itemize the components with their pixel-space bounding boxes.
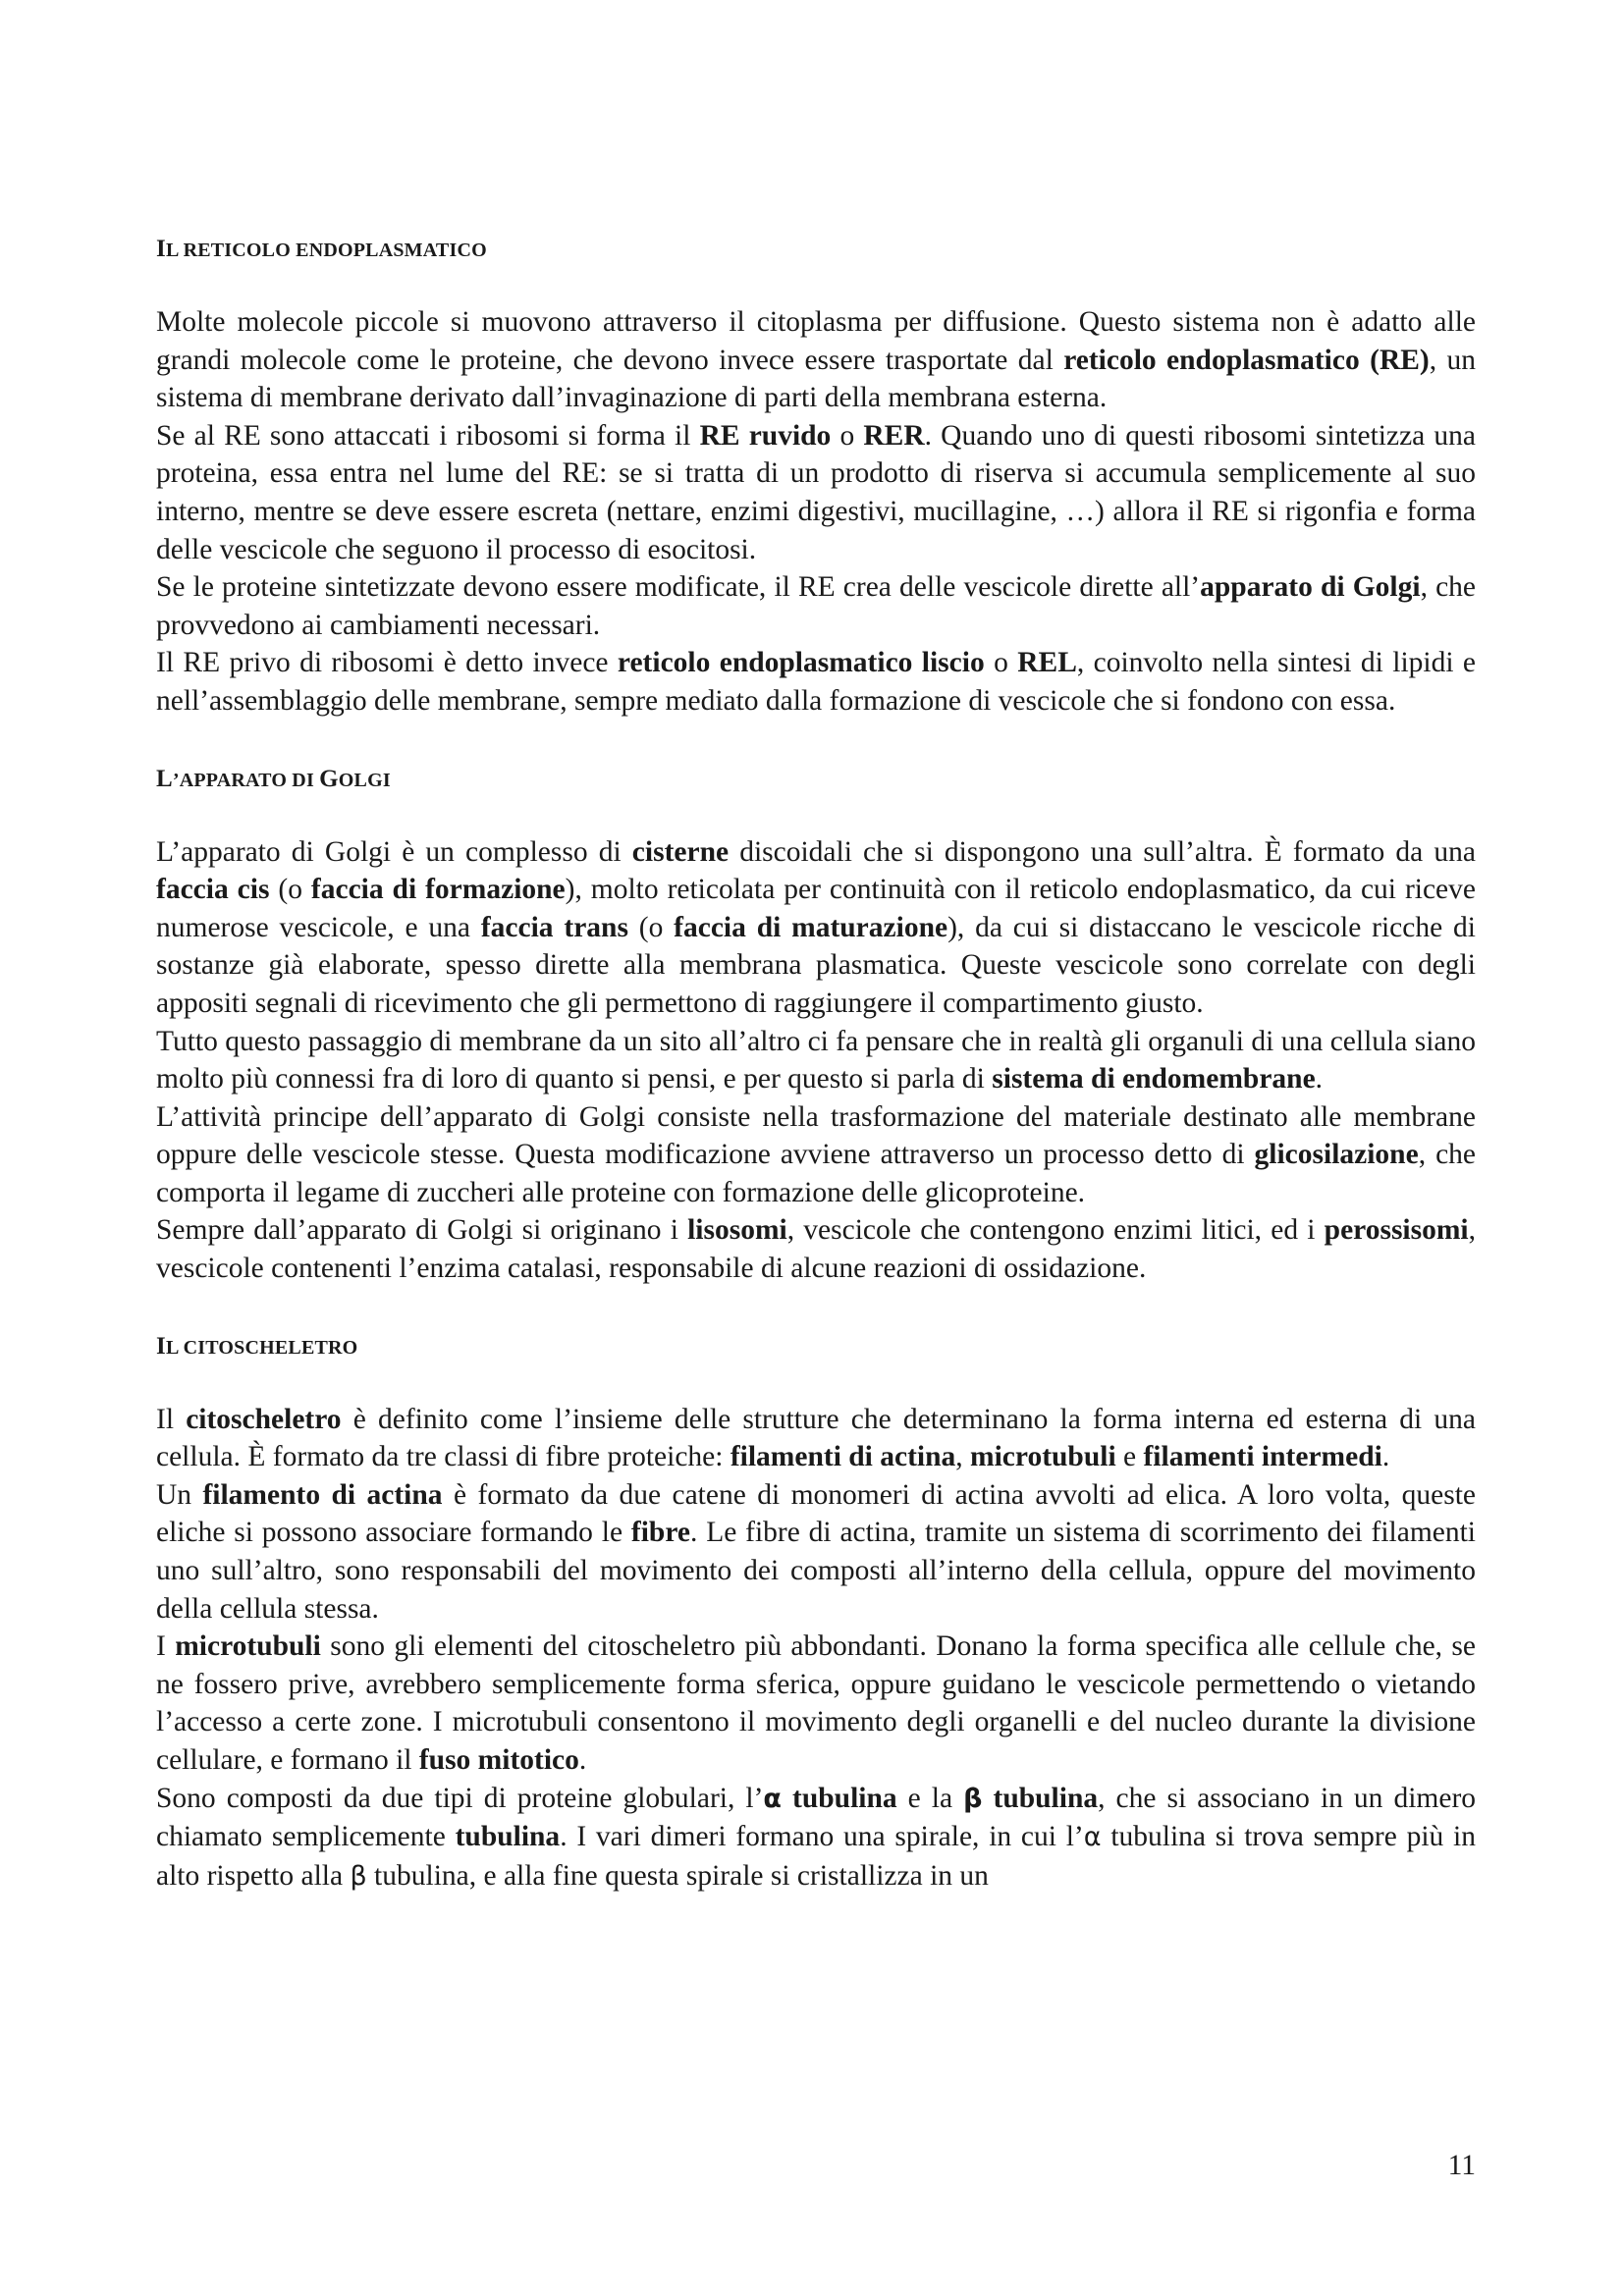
text-run: . I vari dimeri formano una spirale, in cui l’ xyxy=(560,1821,1084,1853)
text-run: (o xyxy=(269,874,311,906)
text-run: L’apparato di Golgi è un complesso di xyxy=(156,835,632,868)
paragraph xyxy=(156,1023,1476,1098)
text-run: , un sistema di membrane derivato dall’invaginazione di parti della membrana esterna. xyxy=(156,344,1477,414)
text-run: Un xyxy=(156,1478,203,1511)
bold-term: fuso mitotico xyxy=(418,1744,579,1776)
page-number: 11 xyxy=(1447,2150,1476,2181)
section-heading: IL RETICOLO ENDOPLASMATICO xyxy=(156,236,487,262)
paragraph xyxy=(156,568,1476,644)
text-run: Il xyxy=(156,1403,187,1435)
text-run: I xyxy=(156,1630,176,1663)
paragraph xyxy=(156,1098,1476,1212)
text-run: ), da cui si distaccano le vescicole ricche di sostanze già elaborate, spesso dirette alla membrana plasmatica. Queste vescicole sono correlate con degli appositi segnali di ricevimento che gli permettono di raggiungere il compartimento giusto. xyxy=(156,911,1476,1019)
paragraph xyxy=(156,833,1476,1023)
text-run: Il RE privo di ribosomi è detto invece xyxy=(156,647,618,679)
text-run: o xyxy=(984,647,1018,679)
text-run: . Le fibre di actina, tramite un sistema di scorrimento dei filamenti uno sull’altro, sono responsabili del movimento dei composti all’interno della cellula, oppure del movimento della cellula stessa. xyxy=(156,1517,1476,1625)
text-run: o xyxy=(831,419,864,452)
bold-term: fibre xyxy=(630,1517,690,1549)
bold-term: microtubuli xyxy=(970,1441,1116,1473)
text-run: e xyxy=(1115,1441,1144,1473)
section-body xyxy=(156,1401,1476,1896)
text-run: L’attività principe dell’apparato di Golgi consiste nella trasformazione del materiale destinato alle membrane oppure delle vescicole stesse. Questa modificazione avviene attraverso un processo detto di xyxy=(156,1100,1476,1171)
text-run: tubulina si trova sempre più in alto rispetto alla xyxy=(156,1821,1476,1892)
text-run: , xyxy=(955,1441,971,1473)
section-body xyxy=(156,303,1476,721)
bold-term: faccia trans xyxy=(480,911,628,943)
text-run: , che comporta il legame di zuccheri alle proteine con formazione delle glicoproteine. xyxy=(156,1139,1476,1208)
paragraph xyxy=(156,1628,1476,1779)
bold-term: glicosilazione xyxy=(1254,1139,1419,1171)
text-run: . xyxy=(578,1744,587,1776)
bold-term: faccia di formazione xyxy=(310,874,566,906)
text-run: sono gli elementi del citoscheletro più abbondanti. Donano la forma specifica alle cellule che, se ne fossero prive, avrebbero semplicemente forma sferica, oppure guidano le vescicole permettendo o vietando l’accesso a certe zone. I microtubuli consentono il movimento degli organelli e del nucleo durante la divisione cellulare, e formano il xyxy=(156,1630,1476,1776)
bold-term: cisterne xyxy=(631,835,730,868)
bold-term: filamenti di actina xyxy=(730,1441,956,1473)
text-run: . xyxy=(1315,1063,1324,1095)
paragraph xyxy=(156,1211,1476,1287)
text-run: tubulina, e alla fine questa spirale si cristallizza in un xyxy=(366,1859,989,1892)
bold-term: β xyxy=(963,1783,983,1814)
section-body xyxy=(156,833,1476,1288)
bold-term: reticolo endoplasmatico xyxy=(1063,344,1360,376)
text-run: Se le proteine sintetizzate devono essere modificate, il RE crea delle vescicole dirette all’ xyxy=(156,571,1201,604)
text-run: Sono composti da due tipi di proteine globulari, l’ xyxy=(156,1782,764,1814)
page-content xyxy=(156,230,1476,1935)
bold-term: tubulina xyxy=(455,1821,561,1853)
text-run: . xyxy=(1381,1441,1390,1473)
bold-term: RER xyxy=(863,419,925,452)
text-run: , che provvedono ai cambiamenti necessari. xyxy=(156,571,1477,641)
text-run: , che si associano in un dimero chiamato semplicemente xyxy=(156,1782,1477,1853)
text-run: (o xyxy=(627,911,675,943)
text-run: Tutto questo passaggio di membrane da un sito all’altro ci fa pensare che in realtà gli organuli di una cellula siano molto più connessi fra di loro di quanto si pensi, e per questo si parla di xyxy=(156,1025,1476,1095)
paragraph xyxy=(156,1401,1476,1476)
bold-term: faccia cis xyxy=(156,874,270,906)
text-run: α xyxy=(1083,1822,1102,1853)
text-run: Se al RE sono attaccati i ribosomi si forma il xyxy=(156,419,700,452)
bold-term: RE ruvido xyxy=(699,419,832,452)
bold-term: faccia di maturazione xyxy=(674,911,948,943)
paragraph xyxy=(156,644,1476,720)
bold-term: tubulina xyxy=(982,1782,1099,1814)
text-run: e la xyxy=(896,1782,964,1814)
bold-term: apparato di Golgi xyxy=(1200,571,1421,604)
bold-term: REL xyxy=(1017,647,1077,679)
paragraph xyxy=(156,1780,1476,1896)
text-run xyxy=(1360,345,1370,376)
section-heading: L’APPARATO DI GOLGI xyxy=(156,765,391,792)
bold-term: reticolo endoplasmatico liscio xyxy=(617,647,985,679)
text-run: . Quando uno di questi ribosomi sintetizza una proteina, essa entra nel lume del RE: se si tratta di un prodotto di riserva si accumula semplicemente al suo interno, mentre se deve essere escreta (nettare, enzimi digestivi, mucillagine, …) allora il RE si rigonfia e forma delle vescicole che seguono il processo di esocitosi. xyxy=(156,419,1477,565)
section-citoscheletro xyxy=(156,1327,1476,1896)
text-run: discoidali che si dispongono una sull’altra. È formato da una xyxy=(729,835,1476,868)
bold-term: filamenti intermedi xyxy=(1143,1441,1382,1473)
bold-term: tubulina xyxy=(781,1782,897,1814)
text-run: , vescicole che contengono enzimi litici, ed i xyxy=(786,1214,1325,1247)
section-reticolo-endoplasmatico xyxy=(156,230,1476,721)
text-run: è definito come l’insieme delle strutture che determinano la forma interna ed esterna di una cellula. È formato da tre classi di fibre proteiche: xyxy=(156,1403,1476,1473)
text-run: è formato da due catene di monomeri di actina avvolti ad elica. A loro volta, queste eliche si possono associare formando le xyxy=(156,1478,1476,1549)
text-run: , vescicole contenenti l’enzima catalasi, responsabile di alcune reazioni di ossidazione. xyxy=(156,1214,1476,1285)
text-run: Molte molecole piccole si muovono attraverso il citoplasma per diffusione. Questo sistema non è adatto alle grandi molecole come le proteine, che devono invece essere trasportate dal xyxy=(156,306,1476,376)
bold-term: filamento di actina xyxy=(202,1478,443,1511)
paragraph xyxy=(156,303,1476,417)
bold-term: (RE) xyxy=(1370,344,1430,376)
bold-term: microtubuli xyxy=(175,1630,321,1663)
bold-term: perossisomi xyxy=(1324,1214,1469,1247)
paragraph xyxy=(156,1476,1476,1628)
bold-term: lisosomi xyxy=(687,1214,787,1247)
text-run: Sempre dall’apparato di Golgi si originano i xyxy=(156,1214,688,1247)
bold-term: citoscheletro xyxy=(186,1403,342,1435)
text-run: ), molto reticolata per continuità con il reticolo endoplasmatico, da cui riceve numerose vescicole, e una xyxy=(156,874,1476,943)
section-apparato-golgi xyxy=(156,760,1476,1288)
bold-term: α xyxy=(763,1783,782,1814)
bold-term: sistema di endomembrane xyxy=(992,1063,1316,1095)
text-run: , coinvolto nella sintesi di lipidi e nell’assemblaggio delle membrane, sempre mediato dalla formazione di vescicole che si fondono con essa. xyxy=(156,647,1476,717)
paragraph xyxy=(156,417,1476,568)
text-run: β xyxy=(350,1860,367,1892)
section-heading: IL CITOSCHELETRO xyxy=(156,1332,358,1360)
